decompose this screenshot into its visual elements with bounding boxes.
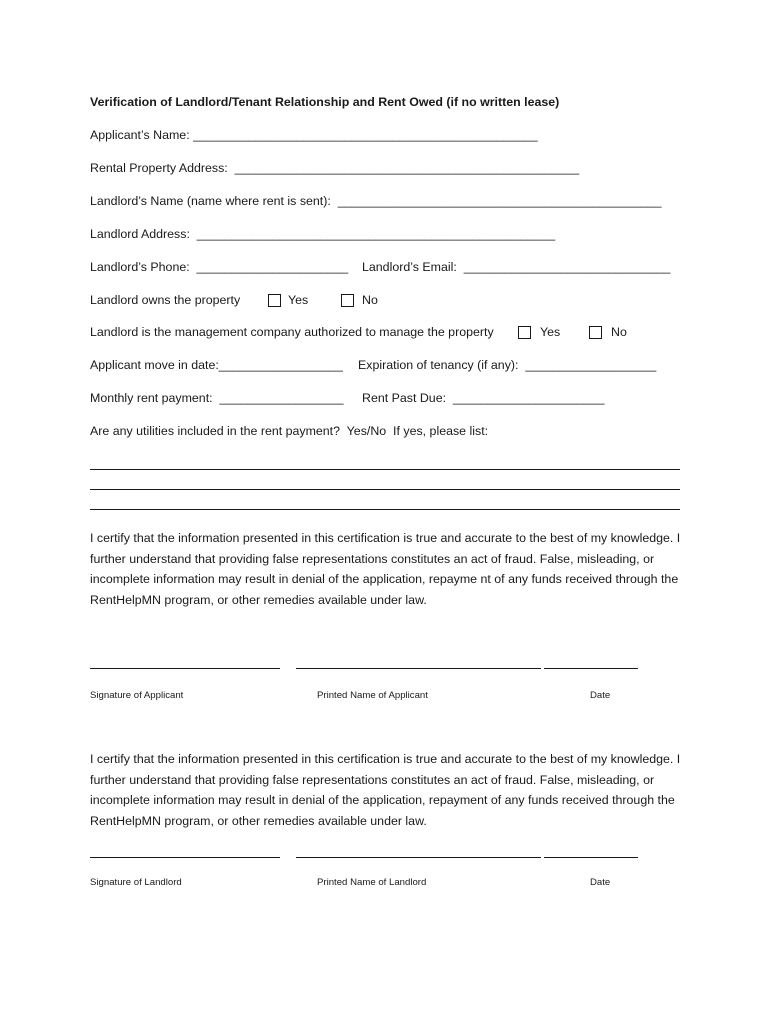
form-title: Verification of Landlord/Tenant Relationship and Rent Owed (if no written lease) [90, 95, 560, 109]
mgmt-no-checkbox[interactable] [589, 326, 602, 339]
applicant-printed-name-line[interactable] [296, 668, 541, 669]
landlord-printed-name-label: Printed Name of Landlord [317, 877, 427, 888]
landlord-signature-line[interactable] [90, 857, 280, 858]
mgmt-yes-checkbox[interactable] [518, 326, 531, 339]
applicant-signature-line[interactable] [90, 668, 280, 669]
applicant-name-field[interactable]: Applicant’s Name: __________________________________________________ [90, 128, 538, 142]
applicant-printed-name-label: Printed Name of Applicant [317, 690, 428, 701]
owns-yes-label: Yes [288, 293, 309, 307]
applicant-certification-text: I certify that the information presented in this certification is true and accurate to the best of my knowledge. I further understand that providing false representations constitutes an act of fraud. False, misleading, or incomplete information may result in denial of the application, repayme nt of any funds received through the RentHelpMN program, or other remedies available under law. [90, 531, 681, 607]
owns-no-checkbox[interactable] [341, 294, 354, 307]
mgmt-no-label: No [611, 325, 627, 339]
landlord-address-field[interactable]: Landlord Address: ____________________________________________________ [90, 227, 556, 241]
mgmt-yes-label: Yes [540, 325, 561, 339]
expiration-field[interactable]: Expiration of tenancy (if any): ___________________ [358, 358, 657, 372]
monthly-rent-field[interactable]: Monthly rent payment: __________________ [90, 391, 344, 405]
landlord-certification-text: I certify that the information presented in this certification is true and accurate to the best of my knowledge. I further understand that providing false representations constitutes an act of fraud. False, misleading, or incomplete information may result in denial of the application, repayment of any funds received through the RentHelpMN program, or other remedies available under law. [90, 752, 681, 828]
landlord-printed-name-line[interactable] [296, 857, 541, 858]
landlord-phone-field[interactable]: Landlord’s Phone: ______________________ [90, 260, 349, 274]
utilities-line[interactable] [90, 469, 680, 470]
utilities-line[interactable] [90, 489, 680, 490]
applicant-date-line[interactable] [544, 668, 638, 669]
landlord-name-field[interactable]: Landlord’s Name (name where rent is sent): _______________________________________________ [90, 194, 662, 208]
utilities-question: Are any utilities included in the rent payment? Yes/No If yes, please list: [90, 424, 489, 438]
move-in-date-field[interactable]: Applicant move in date:__________________ [90, 358, 343, 372]
landlord-signature-label: Signature of Landlord [90, 877, 182, 888]
landlord-date-line[interactable] [544, 857, 638, 858]
mgmt-company-label: Landlord is the management company authorized to manage the property [90, 325, 494, 339]
landlord-email-field[interactable]: Landlord’s Email: ______________________________ [362, 260, 671, 274]
owns-yes-checkbox[interactable] [268, 294, 281, 307]
applicant-date-label: Date [590, 690, 611, 701]
applicant-signature-label: Signature of Applicant [90, 690, 184, 701]
rent-past-due-field[interactable]: Rent Past Due: ______________________ [362, 391, 605, 405]
landlord-date-label: Date [590, 877, 611, 888]
rental-property-address-field[interactable]: Rental Property Address: __________________________________________________ [90, 161, 580, 175]
owns-property-label: Landlord owns the property [90, 293, 241, 307]
owns-no-label: No [362, 293, 378, 307]
utilities-line[interactable] [90, 509, 680, 510]
